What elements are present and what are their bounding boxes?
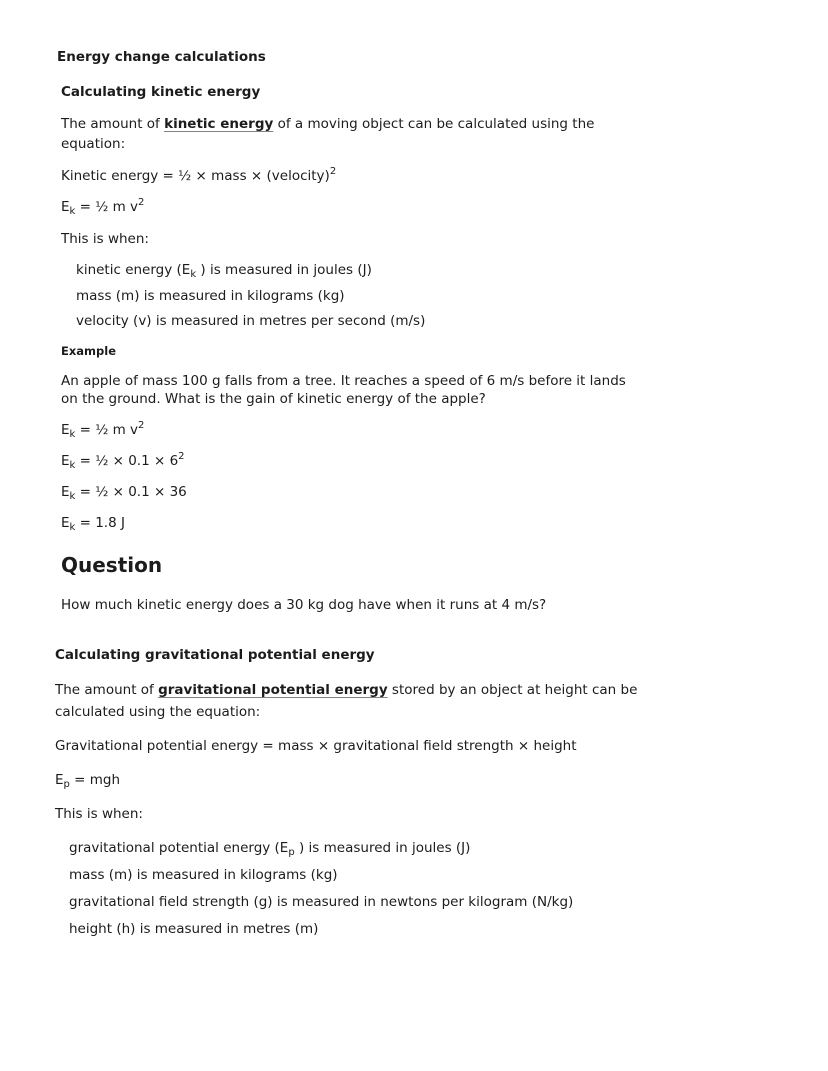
text: The amount of — [61, 116, 165, 132]
superscript: 2 — [178, 451, 185, 462]
example-step — [61, 483, 187, 501]
example-text: An apple of mass 100 g falls from a tree. It reaches a speed of 6 m/s before it lands — [61, 373, 626, 389]
text: = ½ × 0.1 × 36 — [75, 484, 187, 500]
text: E — [61, 515, 70, 531]
gpe-unit-item: mass (m) is measured in kilograms (kg) — [69, 867, 338, 883]
superscript: 2 — [138, 197, 145, 208]
text: stored by an object at height can be — [387, 682, 638, 698]
text: E — [61, 453, 70, 469]
gpe-unit-item: gravitational field strength (g) is measured in newtons per kilogram (N/kg) — [69, 894, 574, 910]
gpe-intro-cont: calculated using the equation: — [55, 704, 261, 720]
gpe-unit-item — [69, 839, 470, 857]
text: = ½ × 0.1 × 6 — [75, 453, 179, 469]
kinetic-unit-item: mass (m) is measured in kilograms (kg) — [76, 288, 345, 304]
text: E — [61, 422, 70, 438]
kinetic-unit-item: velocity (v) is measured in metres per second (m/s) — [76, 313, 426, 329]
text: = ½ m v — [75, 422, 139, 438]
kinetic-symbol-equation — [61, 198, 144, 216]
superscript: 2 — [329, 166, 337, 177]
example-text-cont: on the ground. What is the gain of kinetic energy of the apple? — [61, 391, 486, 407]
text: E — [61, 484, 70, 500]
subscript: k — [69, 491, 76, 502]
text: The amount of — [55, 682, 159, 698]
text: ) is measured in joules (J) — [196, 262, 372, 278]
page-title: Energy change calculations — [57, 49, 266, 65]
text: gravitational potential energy (E — [69, 840, 289, 856]
text: = ½ m v — [75, 199, 139, 215]
subscript: p — [63, 779, 70, 790]
example-step — [61, 421, 144, 439]
subscript: k — [69, 522, 76, 533]
text: E — [55, 772, 64, 788]
text: kinetic energy (E — [76, 262, 191, 278]
example-step — [61, 452, 185, 470]
kinetic-unit-item — [76, 261, 372, 279]
text: = 1.8 J — [75, 515, 125, 531]
kinetic-intro — [61, 115, 594, 133]
question-heading: Question — [61, 553, 163, 577]
gpe-symbol-equation — [55, 771, 120, 789]
subscript: k — [69, 429, 76, 440]
superscript: 2 — [138, 420, 145, 431]
gpe-link[interactable]: gravitational potential energy — [158, 682, 388, 698]
example-label: Example — [61, 344, 116, 358]
text: E — [61, 199, 70, 215]
subscript: k — [190, 269, 197, 280]
subscript: k — [69, 460, 76, 471]
text: of a moving object can be calculated using the — [273, 116, 595, 132]
text: = mgh — [69, 772, 121, 788]
kinetic-energy-link[interactable]: kinetic energy — [164, 116, 274, 132]
kinetic-intro-cont: equation: — [61, 136, 126, 152]
subscript: k — [69, 206, 76, 217]
text: Kinetic energy = ½ × mass × (velocity) — [61, 168, 330, 184]
kinetic-heading: Calculating kinetic energy — [61, 84, 261, 100]
gpe-word-equation: Gravitational potential energy = mass × gravitational field strength × height — [55, 738, 577, 754]
kinetic-word-equation — [61, 167, 336, 185]
example-step — [61, 514, 125, 532]
text: ) is measured in joules (J) — [294, 840, 471, 856]
gpe-this-is-when: This is when: — [55, 806, 143, 822]
subscript: p — [288, 847, 295, 858]
question-text: How much kinetic energy does a 30 kg dog have when it runs at 4 m/s? — [61, 597, 547, 613]
kinetic-this-is-when: This is when: — [61, 231, 149, 247]
gpe-intro — [55, 681, 637, 699]
gpe-unit-item: height (h) is measured in metres (m) — [69, 921, 319, 937]
gpe-heading: Calculating gravitational potential energy — [55, 647, 375, 663]
